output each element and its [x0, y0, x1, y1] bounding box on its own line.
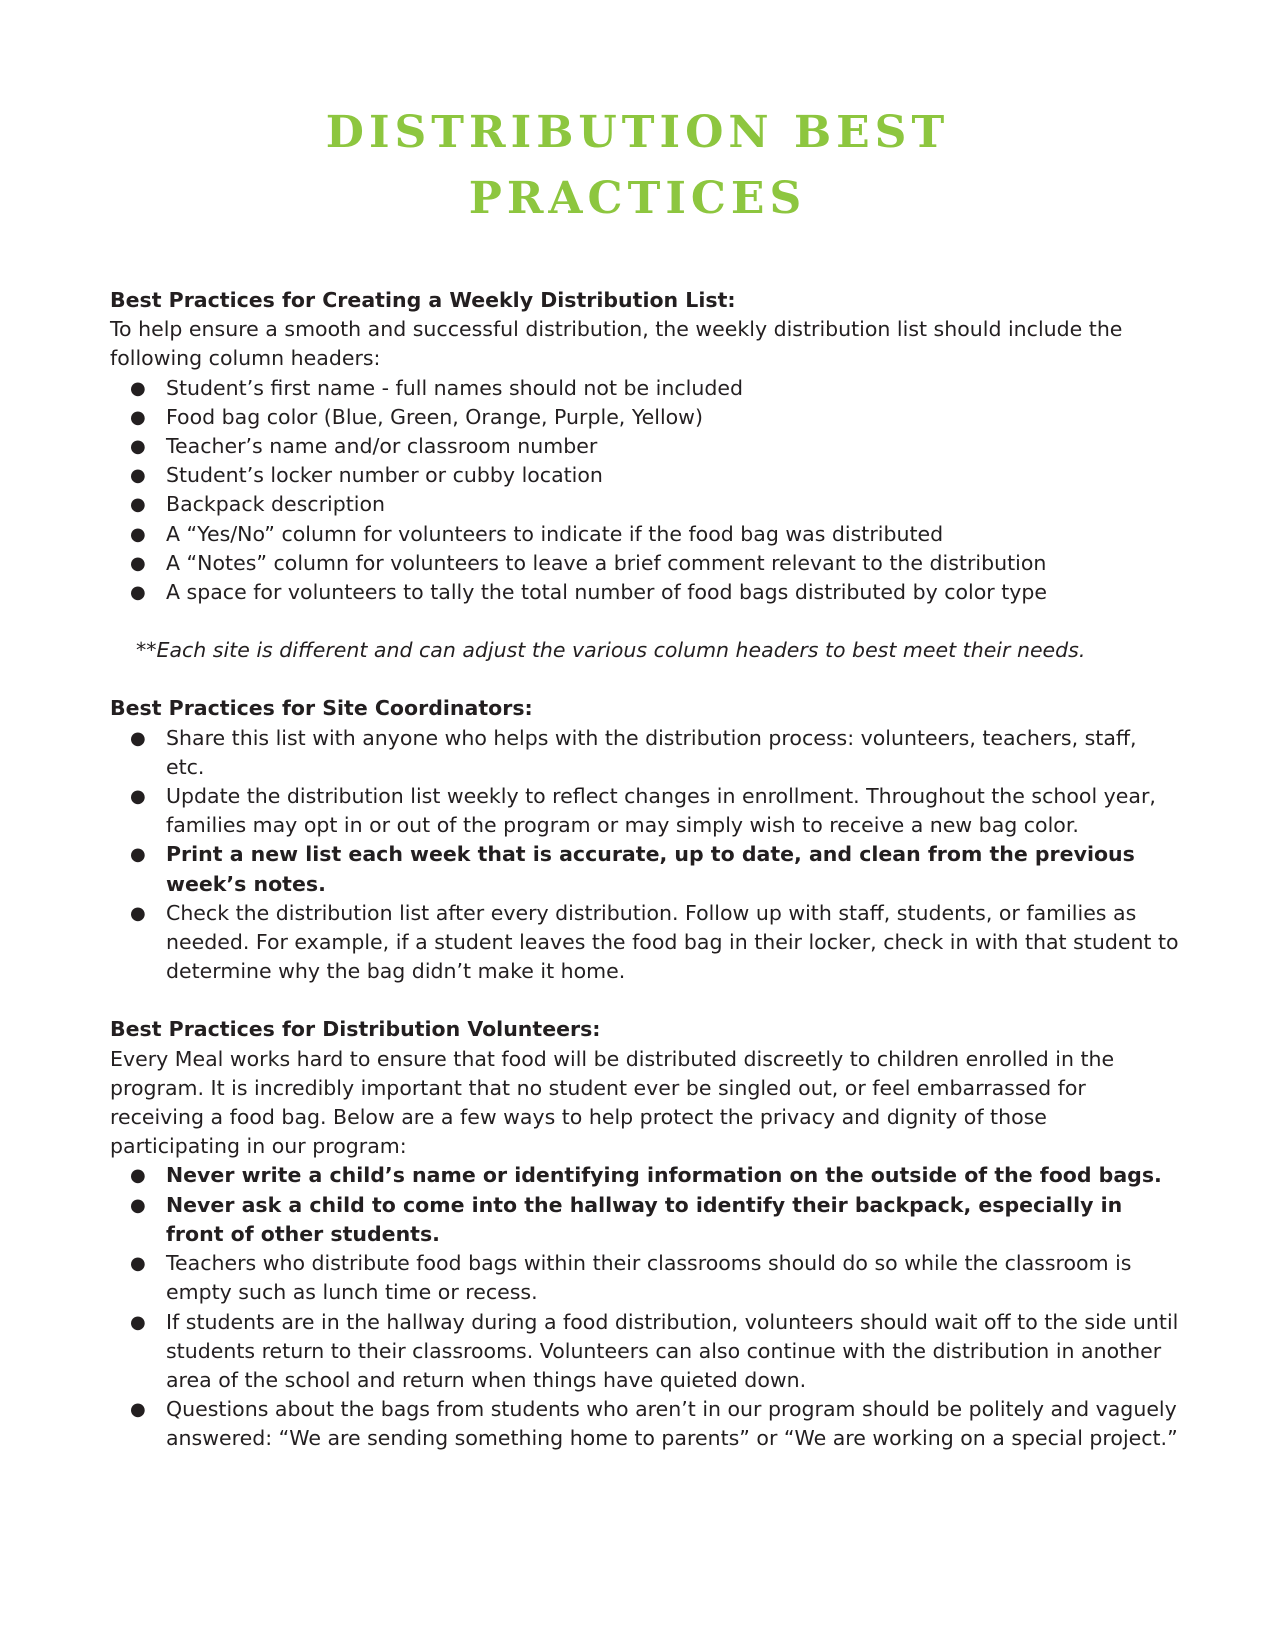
bullet-icon: ●	[130, 1253, 146, 1275]
list-item	[110, 578, 1180, 607]
list-item	[110, 724, 1180, 782]
list-item	[110, 899, 1180, 987]
list-item	[110, 520, 1180, 549]
section-heading: Best Practices for Distribution Volunteers:	[110, 1017, 601, 1042]
bullet-icon: ●	[130, 406, 146, 428]
document-body	[110, 286, 1180, 1454]
bullet-icon: ●	[130, 727, 146, 749]
bullet-icon: ●	[130, 377, 146, 399]
list-item	[110, 461, 1180, 490]
list-item	[110, 1395, 1180, 1453]
list-item-text: Print a new list each week that is accurate, up to date, and clean from the previous week’s notes.	[166, 842, 1135, 896]
list-item-text: A “Notes” column for volunteers to leave a brief comment relevant to the distribution	[166, 550, 1047, 575]
list-item-text: A “Yes/No” column for volunteers to indicate if the food bag was distributed	[166, 521, 944, 546]
section-intro: Every Meal works hard to ensure that food will be distributed discreetly to children enrolled in the program. It is incredibly important that no student ever be singled out, or feel embarrassed for receiving a food bag. Below are a few ways to help protect the privacy and dignity of those participating in our program:	[110, 1046, 1115, 1159]
bullet-icon: ●	[130, 1194, 146, 1216]
page-title-line-1: DISTRIBUTION BEST	[325, 107, 950, 158]
list-item-text: Teacher’s name and/or classroom number	[166, 434, 598, 459]
list-item-text: If students are in the hallway during a food distribution, volunteers should wait off to the side until students return to their classrooms. Volunteers can also continue with the distribution in another area of the school and return when things have quieted down.	[166, 1309, 1179, 1392]
bullet-icon: ●	[130, 494, 146, 516]
bullet-icon: ●	[130, 844, 146, 866]
bullet-icon: ●	[130, 1311, 146, 1333]
bullet-icon: ●	[130, 1399, 146, 1421]
list-item	[110, 840, 1180, 898]
list-item-text: Student’s first name - full names should not be included	[166, 375, 743, 400]
list-item	[110, 1161, 1180, 1190]
list-item-text: Never ask a child to come into the hallway to identify their backpack, especially in front of other students.	[166, 1192, 1123, 1246]
list-item	[110, 403, 1180, 432]
page-title-line-2: PRACTICES	[468, 173, 807, 224]
site-note: **Each site is different and can adjust the various column headers to best meet their needs.	[136, 638, 1086, 663]
bullet-icon: ●	[130, 582, 146, 604]
section-weekly-distribution-list	[110, 286, 1180, 665]
list-item	[110, 1308, 1180, 1396]
list-item	[110, 432, 1180, 461]
section-heading: Best Practices for Site Coordinators:	[110, 696, 533, 721]
list-item	[110, 374, 1180, 403]
list-item-text: Share this list with anyone who helps with the distribution process: volunteers, teachers, staff, etc.	[166, 725, 1137, 779]
section-spacer	[110, 986, 1180, 1015]
section-heading: Best Practices for Creating a Weekly Distribution List:	[110, 288, 736, 312]
section-distribution-volunteers	[110, 1015, 1180, 1453]
bullet-icon: ●	[130, 436, 146, 458]
list-item-text: Student’s locker number or cubby location	[166, 463, 603, 488]
bullet-icon: ●	[130, 465, 146, 487]
list-item-text: Update the distribution list weekly to reflect changes in enrollment. Throughout the school year, families may opt in or out of the program or may simply wish to receive a new bag color.	[166, 784, 1156, 838]
volunteer-list	[110, 1161, 1180, 1453]
list-item	[110, 1249, 1180, 1307]
list-item	[110, 1191, 1180, 1249]
column-headers-list	[110, 374, 1180, 608]
list-item-text: Backpack description	[166, 492, 385, 517]
list-item-text: Teachers who distribute food bags within their classrooms should do so while the classroom is empty such as lunch time or recess.	[166, 1251, 1132, 1305]
bullet-icon: ●	[130, 786, 146, 808]
list-item	[110, 782, 1180, 840]
list-item	[110, 549, 1180, 578]
bullet-icon: ●	[130, 552, 146, 574]
section-spacer	[110, 665, 1180, 694]
list-item-text: Food bag color (Blue, Green, Orange, Purple, Yellow)	[166, 404, 703, 429]
bullet-icon: ●	[130, 902, 146, 924]
page-title	[0, 100, 1275, 232]
list-item	[110, 490, 1180, 519]
list-item-text: Questions about the bags from students who aren’t in our program should be politely and vaguely answered: “We are sending something home to parents” or “We are working on a special project.”	[166, 1397, 1178, 1451]
section-intro: To help ensure a smooth and successful distribution, the weekly distribution list should include the following column headers:	[110, 317, 1123, 371]
bullet-icon: ●	[130, 1165, 146, 1187]
bullet-icon: ●	[130, 523, 146, 545]
list-item-text: Never write a child’s name or identifying information on the outside of the food bags.	[166, 1163, 1162, 1188]
list-item-text: Check the distribution list after every distribution. Follow up with staff, students, or families as needed. For example, if a student leaves the food bag in their locker, check in with that student to determine why the bag didn’t make it home.	[166, 900, 1179, 984]
coordinator-list	[110, 724, 1180, 987]
list-item-text: A space for volunteers to tally the total number of food bags distributed by color type	[166, 580, 1048, 605]
section-site-coordinators	[110, 694, 1180, 986]
